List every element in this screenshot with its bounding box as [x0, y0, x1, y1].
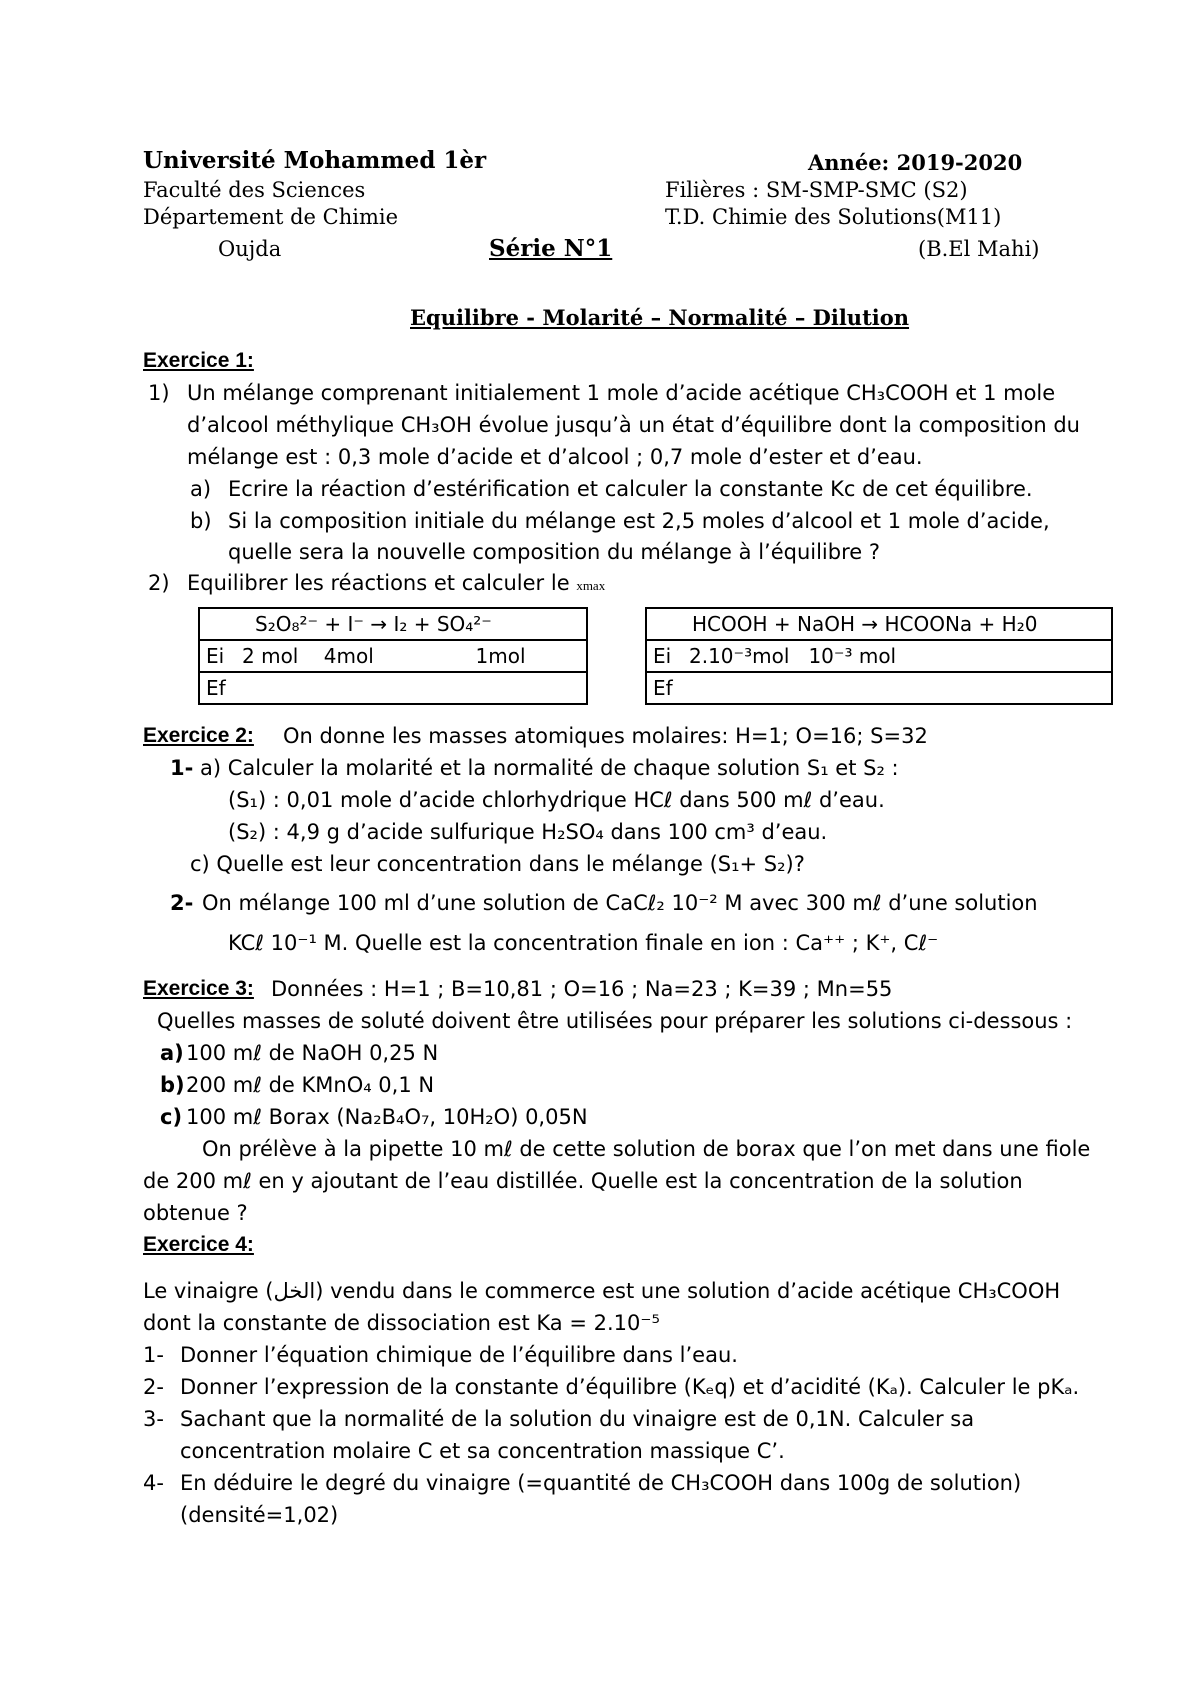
ex4-q4-number: 4-: [143, 1471, 164, 1495]
ex4-q3-line2: concentration molaire C et sa concentration massique C’.: [180, 1439, 785, 1463]
td-title: T.D. Chimie des Solutions(M11): [665, 205, 1002, 229]
ei-label: Ei: [646, 640, 683, 672]
series-title: Série N°1: [489, 235, 613, 262]
reaction-table-2: [645, 607, 1113, 705]
ex4-q1-number: 1-: [143, 1343, 164, 1367]
ef-values: [236, 672, 587, 704]
department-name: Département de Chimie: [143, 205, 399, 229]
ex3-question: Quelles masses de soluté doivent être utilisées pour préparer les solutions ci-dessous :: [157, 1009, 1073, 1033]
academic-year: Année: 2019-2020: [808, 150, 1023, 175]
ex3-b-label: b): [160, 1073, 185, 1097]
table-row: [646, 640, 1112, 672]
ex1-q1-number: 1): [148, 381, 170, 405]
ex2-p1-a: a) Calculer la molarité et la normalité de chaque solution S₁ et S₂ :: [200, 756, 899, 780]
ex1-b-number: b): [190, 509, 212, 533]
table-row: [199, 672, 587, 704]
table-row: [199, 608, 587, 640]
ex3-data: Données : H=1 ; B=10,81 ; O=16 ; Na=23 ; K=39 ; Mn=55: [271, 977, 893, 1001]
ex4-intro-line1: Le vinaigre (الخل) vendu dans le commerce est une solution d’acide acétique CH₃COOH: [143, 1279, 1061, 1303]
exercise-4-title: Exercice 4:: [143, 1233, 254, 1256]
ex2-s2: (S₂) : 4,9 g d’acide sulfurique H₂SO₄ dans 100 cm³ d’eau.: [228, 820, 828, 844]
reaction-table-1: [198, 607, 588, 705]
ex4-q3-line1: Sachant que la normalité de la solution du vinaigre est de 0,1N. Calculer sa: [180, 1407, 975, 1431]
ei-values: 2.10⁻³mol 10⁻³ mol: [683, 640, 1112, 672]
ex3-para-line1: On prélève à la pipette 10 mℓ de cette solution de borax que l’on met dans une fiole: [202, 1137, 1091, 1161]
ex1-q2-number: 2): [148, 571, 170, 595]
exercise-2-title: Exercice 2:: [143, 724, 254, 747]
reaction-cell: HCOOH + NaOH → HCOONa + H₂0: [646, 608, 1112, 640]
ex3-a-label: a): [160, 1041, 184, 1065]
table-row: [646, 608, 1112, 640]
ex1-a-number: a): [190, 477, 212, 501]
ex2-p2-line2: KCℓ 10⁻¹ M. Quelle est la concentration finale en ion : Ca⁺⁺ ; K⁺, Cℓ⁻: [228, 931, 939, 955]
ex4-q1: Donner l’équation chimique de l’équilibre dans l’eau.: [180, 1343, 738, 1367]
ex3-para-line2: de 200 mℓ en y ajoutant de l’eau distillée. Quelle est la concentration de la solution: [143, 1169, 1023, 1193]
table-row: [646, 672, 1112, 704]
ei-values: 2 mol 4mol 1mol: [236, 640, 587, 672]
ex1-b-line2: quelle sera la nouvelle composition du mélange à l’équilibre ?: [228, 540, 881, 564]
ex4-q4-line1: En déduire le degré du vinaigre (=quantité de CH₃COOH dans 100g de solution): [180, 1471, 1022, 1495]
ex2-p2-number: 2-: [170, 891, 194, 915]
page-subtitle: Equilibre - Molarité – Normalité – Dilution: [410, 305, 910, 330]
ex4-q3-number: 3-: [143, 1407, 164, 1431]
ex3-c-label: c): [160, 1105, 183, 1129]
ex4-q2-number: 2-: [143, 1375, 164, 1399]
faculty-name: Faculté des Sciences: [143, 178, 366, 202]
table-row: [199, 640, 587, 672]
ex1-a-text: Ecrire la réaction d’estérification et calculer la constante Kc de cet équilibre.: [228, 477, 1033, 501]
ex2-s1: (S₁) : 0,01 mole d’acide chlorhydrique HCℓ dans 500 mℓ d’eau.: [228, 788, 885, 812]
ex3-c: 100 mℓ Borax (Na₂B₄O₇, 10H₂O) 0,05N: [186, 1105, 588, 1129]
ex3-para-line3: obtenue ?: [143, 1201, 248, 1225]
ex3-b: 200 mℓ de KMnO₄ 0,1 N: [186, 1073, 435, 1097]
ex2-intro: On donne les masses atomiques molaires: H=1; O=16; S=32: [283, 724, 928, 748]
ex2-c: c) Quelle est leur concentration dans le mélange (S₁+ S₂)?: [190, 852, 805, 876]
ei-label: Ei: [199, 640, 236, 672]
ex4-intro-line2: dont la constante de dissociation est Ka = 2.10⁻⁵: [143, 1311, 660, 1335]
ex1-b-line1: Si la composition initiale du mélange est 2,5 moles d’alcool et 1 mole d’acide,: [228, 509, 1050, 533]
ef-label: Ef: [646, 672, 683, 704]
filieres: Filières : SM-SMP-SMC (S2): [665, 178, 968, 202]
xmax-label: xmax: [576, 578, 606, 593]
city: Oujda: [218, 237, 282, 261]
ex1-q1-line2: d’alcool méthylique CH₃OH évolue jusqu’à un état d’équilibre dont la composition du: [187, 413, 1080, 437]
ex2-p1-number: 1-: [170, 756, 194, 780]
ef-label: Ef: [199, 672, 236, 704]
ex2-p2-line1: On mélange 100 ml d’une solution de CaCℓ₂ 10⁻² M avec 300 mℓ d’une solution: [202, 891, 1038, 915]
author: (B.El Mahi): [918, 237, 1040, 261]
ex1-q2-text: Equilibrer les réactions et calculer le xmax: [187, 571, 606, 595]
ef-values: [683, 672, 1112, 704]
ex1-q1-line1: Un mélange comprenant initialement 1 mole d’acide acétique CH₃COOH et 1 mole: [187, 381, 1056, 405]
ex4-q4-line2: (densité=1,02): [180, 1503, 339, 1527]
reaction-cell: S₂O₈²⁻ + I⁻ → I₂ + SO₄²⁻: [199, 608, 587, 640]
ex3-a: 100 mℓ de NaOH 0,25 N: [186, 1041, 439, 1065]
ex1-q1-line3: mélange est : 0,3 mole d’acide et d’alcool ; 0,7 mole d’ester et d’eau.: [187, 445, 923, 469]
university-name: Université Mohammed 1èr: [143, 147, 487, 174]
exercise-1-title: Exercice 1:: [143, 349, 254, 372]
exercise-3-title: Exercice 3:: [143, 977, 254, 1000]
ex4-q2: Donner l’expression de la constante d’équilibre (Kₑq) et d’acidité (Kₐ). Calculer le pKₐ.: [180, 1375, 1080, 1399]
